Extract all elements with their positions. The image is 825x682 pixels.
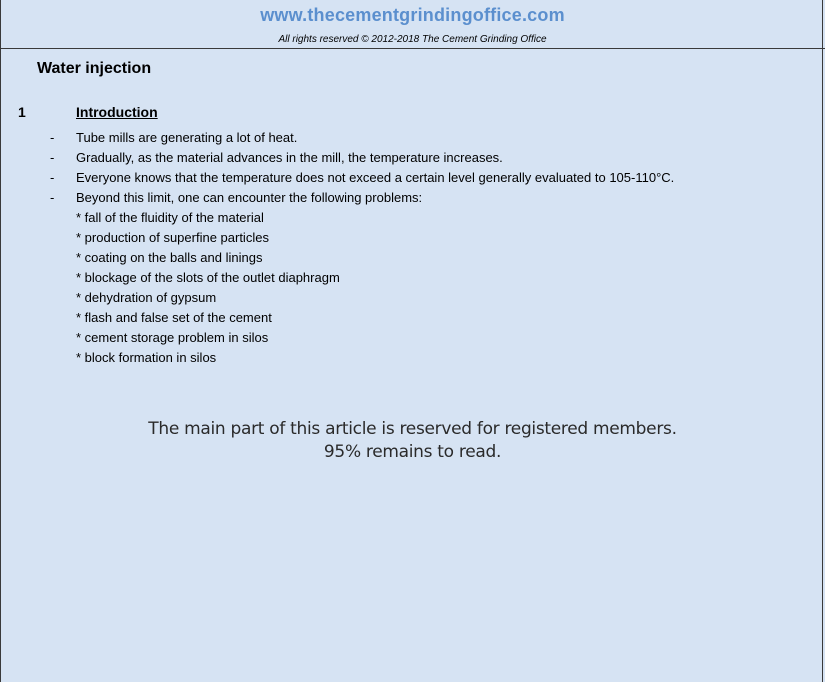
problem-item: * cement storage problem in silos [76, 330, 269, 345]
bullet-marker: - [50, 190, 55, 205]
section-title: Introduction [76, 104, 158, 120]
bullet-marker: - [50, 150, 55, 165]
problem-item: * flash and false set of the cement [76, 310, 272, 325]
members-only-notice [0, 418, 825, 464]
bullet-text: Gradually, as the material advances in the mill, the temperature increases. [76, 150, 503, 165]
problem-item: * blockage of the slots of the outlet diaphragm [76, 270, 340, 285]
bullet-marker: - [50, 130, 55, 145]
problem-item: * fall of the fluidity of the material [76, 210, 264, 225]
problem-item: * dehydration of gypsum [76, 290, 217, 305]
problem-item: * production of superfine particles [76, 230, 269, 245]
copyright-notice: All rights reserved © 2012-2018 The Cement Grinding Office [278, 34, 547, 45]
bullet-text: Tube mills are generating a lot of heat. [76, 130, 298, 145]
page-header [0, 0, 825, 49]
problem-item: * block formation in silos [76, 350, 217, 365]
bullet-text: Beyond this limit, one can encounter the following problems: [76, 190, 423, 205]
bullet-text: Everyone knows that the temperature does not exceed a certain level generally evaluated to 105-110°C. [76, 170, 675, 185]
document-title: Water injection [37, 60, 152, 77]
section-number: 1 [18, 104, 26, 120]
notice-line-1: The main part of this article is reserved for registered members. [148, 419, 677, 439]
bullet-marker: - [50, 170, 55, 185]
problem-list [76, 208, 340, 368]
site-url-link[interactable]: www.thecementgrindingoffice.com [260, 5, 565, 25]
notice-line-2: 95% remains to read. [323, 442, 502, 462]
problem-item: * coating on the balls and linings [76, 250, 263, 265]
